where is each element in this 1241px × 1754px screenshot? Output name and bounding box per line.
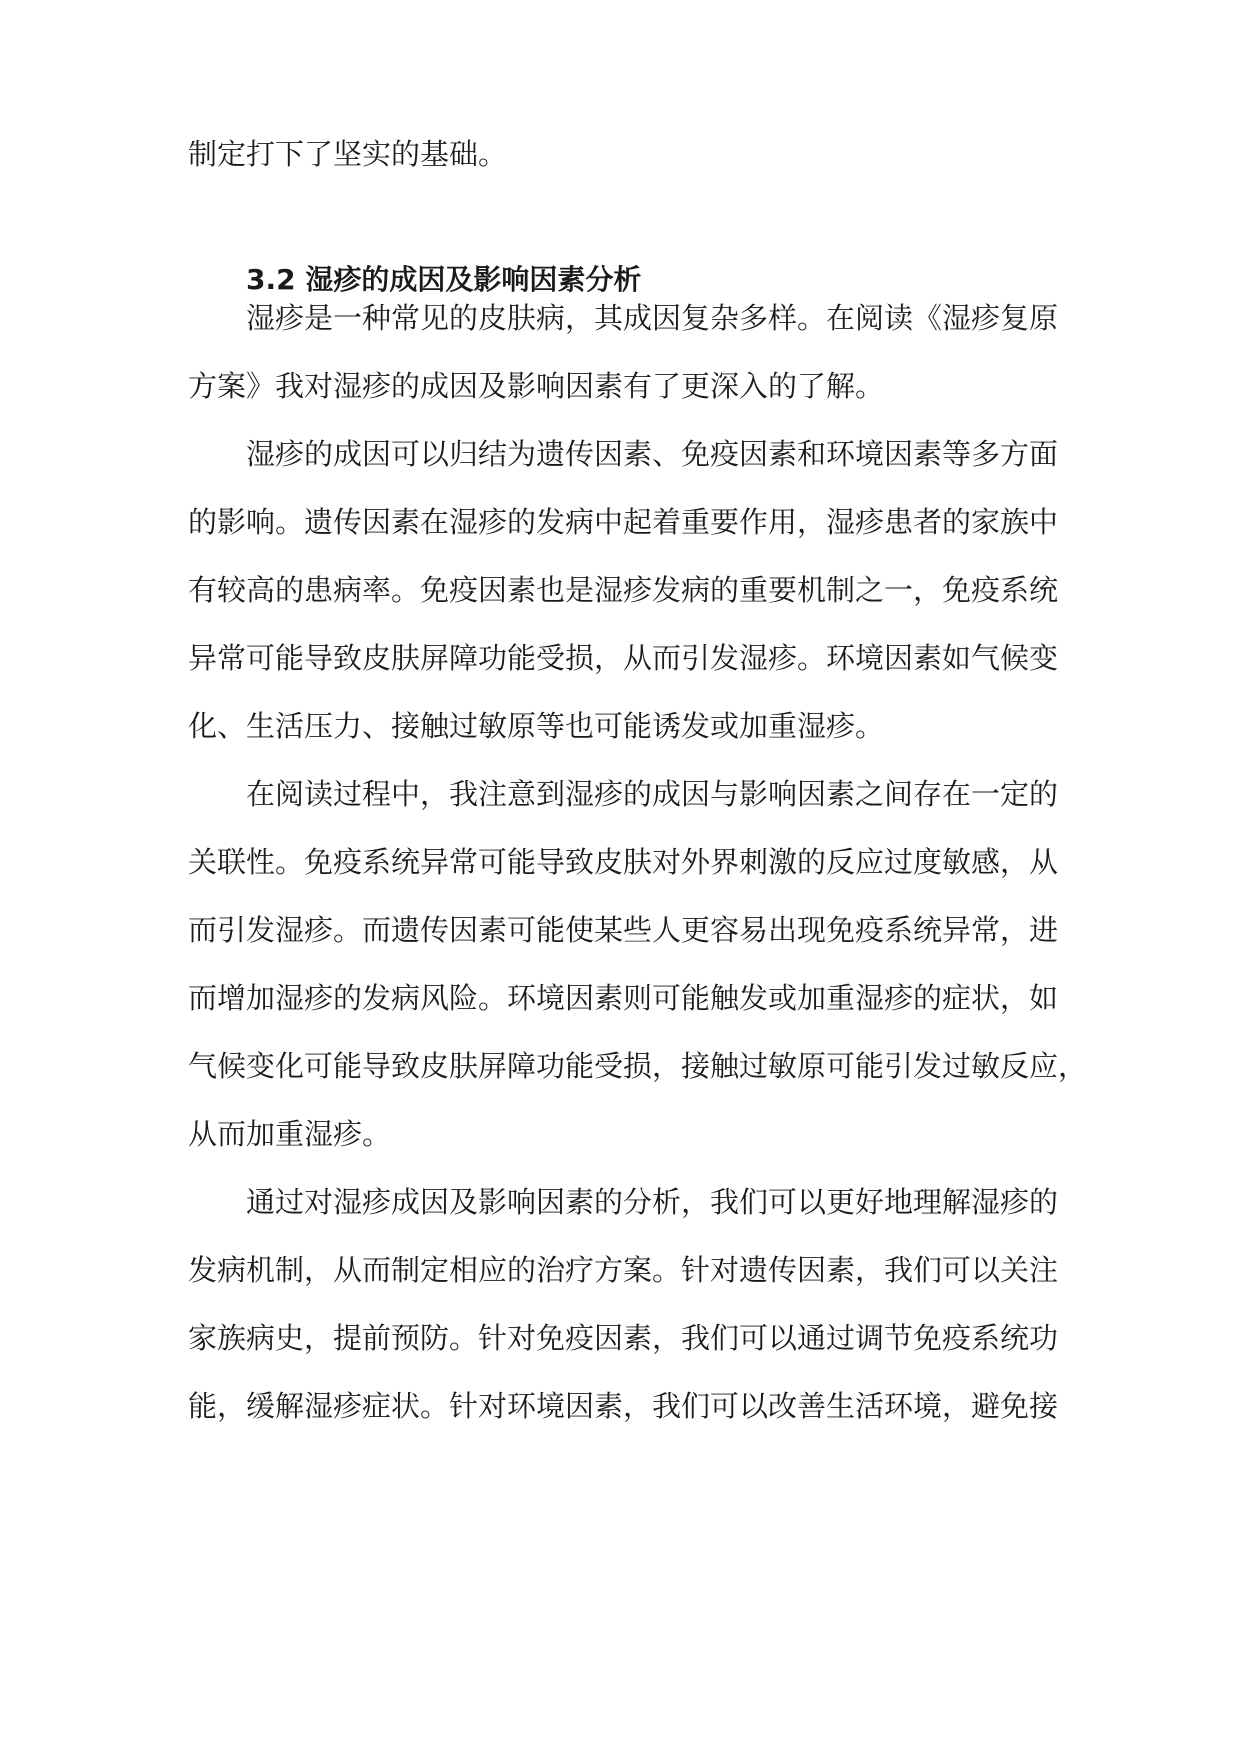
paragraph-line: 而引发湿疹。而遗传因素可能使某些人更容易出现免疫系统异常，进 [188,913,1059,947]
paragraph-line: 气候变化可能导致皮肤屏障功能受损，接触过敏原可能引发过敏反应， [188,1049,1088,1083]
section-heading: 3.2 湿疹的成因及影响因素分析 [246,263,642,296]
paragraph-line: 从而加重湿疹。 [188,1117,392,1151]
paragraph-line: 方案》我对湿疹的成因及影响因素有了更深入的了解。 [188,369,885,403]
continuation-line: 制定打下了坚实的基础。 [188,137,508,171]
paragraph-line: 化、生活压力、接触过敏原等也可能诱发或加重湿疹。 [188,709,885,743]
paragraph-line: 发病机制，从而制定相应的治疗方案。针对遗传因素，我们可以关注 [188,1253,1059,1287]
paragraph-line: 的影响。遗传因素在湿疹的发病中起着重要作用，湿疹患者的家族中 [188,505,1059,539]
paragraph-line: 通过对湿疹成因及影响因素的分析，我们可以更好地理解湿疹的 [246,1185,1059,1219]
paragraph-line: 能，缓解湿疹症状。针对环境因素，我们可以改善生活环境，避免接 [188,1389,1059,1423]
paragraph-line: 家族病史，提前预防。针对免疫因素，我们可以通过调节免疫系统功 [188,1321,1059,1355]
paragraph-line: 而增加湿疹的发病风险。环境因素则可能触发或加重湿疹的症状，如 [188,981,1059,1015]
paragraph-line: 湿疹的成因可以归结为遗传因素、免疫因素和环境因素等多方面 [246,437,1059,471]
paragraph-line: 有较高的患病率。免疫因素也是湿疹发病的重要机制之一，免疫系统 [188,573,1059,607]
paragraph-line: 关联性。免疫系统异常可能导致皮肤对外界刺激的反应过度敏感，从 [188,845,1059,879]
paragraph-line: 异常可能导致皮肤屏障功能受损，从而引发湿疹。环境因素如气候变 [188,641,1059,675]
paragraph-line: 在阅读过程中，我注意到湿疹的成因与影响因素之间存在一定的 [246,777,1059,811]
paragraph-line: 湿疹是一种常见的皮肤病，其成因复杂多样。在阅读《湿疹复原 [246,301,1059,335]
